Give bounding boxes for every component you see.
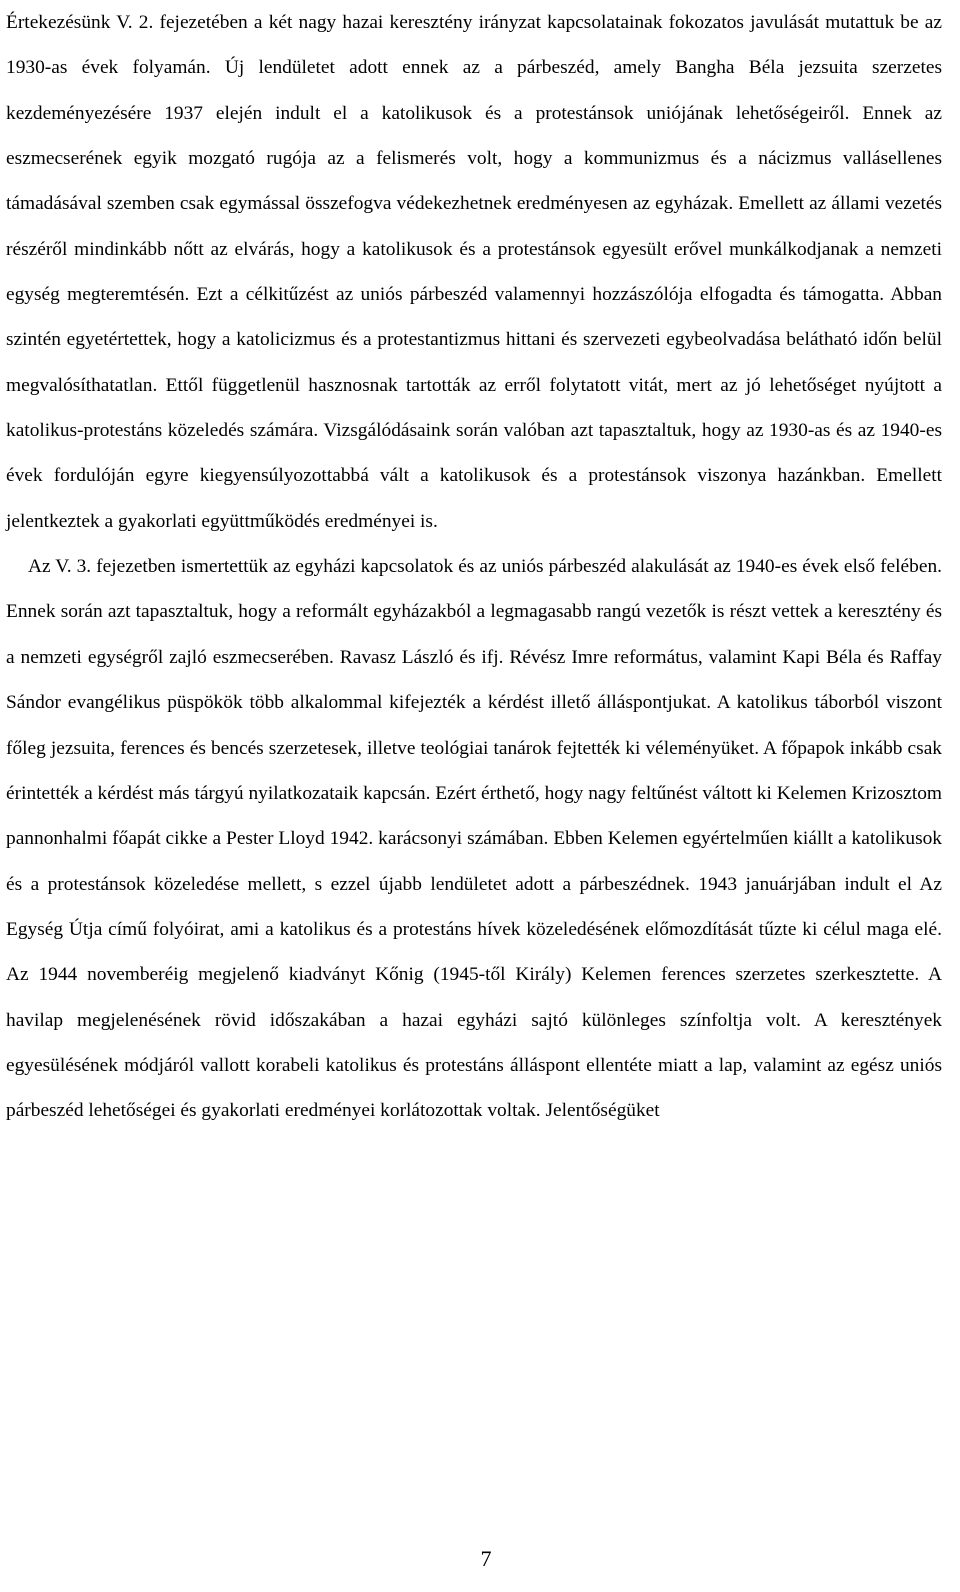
page-number: 7 [480,1546,492,1571]
paragraph-2: Az V. 3. fejezetben ismertettük az egyházi kapcsolatok és az uniós párbeszéd alakulását az 1940-es évek első felében. Ennek során azt tapasztaltuk, hogy a reformált egyházakból a legmagasabb rangú vezetők is részt vettek a keresztény és a nemzeti egységről zajló eszmecserében. Ravasz László és ifj. Révész Imre református, valamint Kapi Béla és Raffay Sándor evangélikus püspökök több alkalommal kifejezték a kérdést illető álláspontjukat. A katolikus táborból viszont főleg jezsuita, ferences és bencés szerzetesek, illetve teológiai tanárok fejtették ki véleményüket. A főpapok inkább csak érintették a kérdést más tárgyú nyilatkozataik kapcsán. Ezért érthető, hogy nagy feltűnést váltott ki Kelemen Krizosztom pannonhalmi főapát cikke a Pester Lloyd 1942. karácsonyi számában. Ebben Kelemen egyértelműen kiállt a katolikusok és a protestánsok közeledése mellett, s ezzel újabb lendületet adott a párbeszédnek. 1943 januárjában indult el Az Egység Útja című folyóirat, ami a katolikus és a protestáns hívek közeledésének előmozdítását tűzte ki célul maga elé. Az 1944 novemberéig megjelenő kiadványt Kőnig (1945-től Király) Kelemen ferences szerzetes szerkesztette. A havilap megjelenésének rövid időszakában a hazai egyházi sajtó különleges színfoltja volt. A keresztények egyesülésének módjáról vallott korabeli katolikus és protestáns álláspont ellentéte miatt a lap, valamint az egész uniós párbeszéd lehetőségei és gyakorlati eredményei korlátozottak voltak. Jelentőségüket [6,556,943,1122]
paragraph-1: Értekezésünk V. 2. fejezetében a két nagy hazai keresztény irányzat kapcsolatainak fokozatos javulását mutattuk be az 1930-as évek folyamán. Új lendületet adott ennek az a párbeszéd, amely Bangha Béla jezsuita szerzetes kezdeményezésére 1937 elején indult el a katolikusok és a protestánsok uniójának lehetőségeiről. Ennek az eszmecserének egyik mozgató rugója az a felismerés volt, hogy a kommunizmus és a nácizmus vallásellenes támadásával szemben csak egymással összefogva védekezhetnek eredményesen az egyházak. Emellett az állami vezetés részéről mindinkább nőtt az elvárás, hogy a katolikusok és a protestánsok egyesült erővel munkálkodjanak a nemzeti egység megteremtésén. Ezt a célkitűzést az uniós párbeszéd valamennyi hozzászólója elfogadta és támogatta. Abban szintén egyetértettek, hogy a katolicizmus és a protestantizmus hittani és szervezeti egybeolvadása belátható időn belül megvalósíthatatlan. Ettől függetlenül hasznosnak tartották az erről folytatott vitát, mert az jó lehetőséget nyújtott a katolikus-protestáns közeledés számára. Vizsgálódásaink során valóban azt tapasztaltuk, hogy az 1930-as és az 1940-es évek fordulóján egyre kiegyensúlyozottabbá vált a katolikusok és a protestánsok viszonya hazánkban. Emellett jelentkeztek a gyakorlati együttműködés eredményei is. [6,12,942,532]
body-text [6,0,942,1134]
